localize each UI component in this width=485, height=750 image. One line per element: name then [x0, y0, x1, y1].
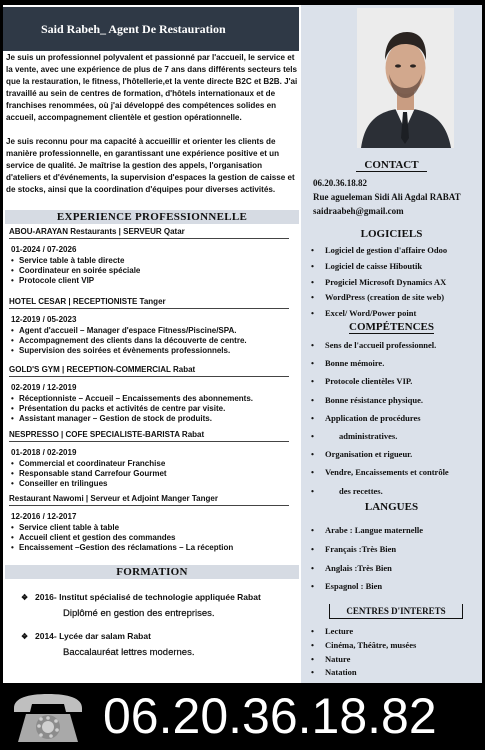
- job-tasks: [9, 394, 299, 424]
- job-entry: [9, 227, 299, 286]
- job-tasks: [9, 326, 299, 356]
- job-tasks: [9, 256, 299, 286]
- profile-summary: [6, 52, 298, 196]
- contact-address: Rue agueleman Sidi Ali Agdal RABAT: [313, 192, 461, 202]
- main-column: [3, 5, 299, 683]
- diamond-bullet-icon: ❖: [21, 632, 29, 641]
- profile-photo: [357, 8, 454, 148]
- job-title: GOLD'S GYM | RECEPTION-COMMERCIAL Rabat: [9, 365, 289, 377]
- job-entry: [9, 430, 299, 489]
- list-item: • Bonne mémoire.: [311, 354, 481, 372]
- job-date: 01-2024 / 07-2026: [11, 245, 77, 254]
- list-item: • Organisation et rigueur.: [311, 445, 481, 463]
- list-item: • Logiciel de caisse Hiboutik: [311, 259, 481, 275]
- list-item: • Nature: [311, 653, 481, 667]
- list-item: • Sens de l'accueil professionnel.: [311, 336, 481, 354]
- job-tasks: [9, 523, 299, 553]
- formation-entry: [21, 631, 299, 658]
- job-title: ABOU-ARAYAN Restaurants | SERVEUR Qatar: [9, 227, 289, 239]
- list-item: • Espagnol : Bien: [311, 577, 481, 596]
- job-entry: [9, 494, 299, 553]
- list-item-continuation: • administratives.: [311, 427, 481, 445]
- list-item: • Progiciel Microsoft Dynamics AX: [311, 275, 481, 291]
- job-task: • Agent d'accueil – Manager d'espace Fitness/Piscine/SPA.: [11, 326, 299, 336]
- job-task: • Supervision des soirées et évènements professionnels.: [11, 346, 299, 356]
- job-task: • Accompagnement des clients dans la découverte de centre.: [11, 336, 299, 346]
- formation-school: 2014- Lycée dar salam Rabat: [35, 631, 151, 641]
- telephone-icon: [8, 690, 88, 746]
- logiciels-list: [311, 243, 481, 322]
- job-task: • Assistant manager – Gestion de stock de produits.: [11, 414, 299, 424]
- job-task: • Protocole client VIP: [11, 276, 299, 286]
- list-item-continuation: • des recettes.: [311, 482, 481, 500]
- job-title: NESPRESSO | COFE SPECIALISTE-BARISTA Rabat: [9, 430, 289, 442]
- formation-section-title: FORMATION: [5, 565, 299, 579]
- contact-section-title: CONTACT: [301, 159, 482, 171]
- list-item: • Application de procédures: [311, 409, 481, 427]
- list-item: • Vendre, Encaissements et contrôle: [311, 463, 481, 481]
- logiciels-section-title: LOGICIELS: [360, 228, 423, 240]
- list-item: • Bonne résistance physique.: [311, 391, 481, 409]
- job-date: 12-2019 / 05-2023: [11, 315, 77, 324]
- job-title: Restaurant Nawomi | Serveur et Adjoint Manger Tanger: [9, 494, 289, 506]
- job-entry: [9, 297, 299, 356]
- competences-list: [311, 336, 481, 500]
- list-item: • WordPress (creation de site web): [311, 290, 481, 306]
- formation-school: 2016- Institut spécialisé de technologie appliquée Rabat: [35, 592, 261, 602]
- job-title: HOTEL CESAR | RECEPTIONISTE Tanger: [9, 297, 289, 309]
- job-task: • Conseiller en trilingues: [11, 479, 299, 489]
- formation-entry: [21, 592, 299, 619]
- profile-paragraph-1: Je suis un professionnel polyvalent et passionné par l'accueil, le service et la vente, avec une expérience de plus de 7 ans dans différents secteurs tels que la restauration, le fitness, l'hôtellerie,et la vente directe B2C et B2B. J'ai travaillé au sein de centres de formation, d'hôtels internationaux et de franchises renommées, où j'ai développé des compétences solides en accueil, accompagnement clientèle et gestion opérationnelle.: [6, 53, 298, 122]
- list-item: • Protocole clientèles VIP.: [311, 372, 481, 390]
- langues-section-title: LANGUES: [364, 501, 419, 513]
- job-tasks: [9, 459, 299, 489]
- list-item: • Français :Très Bien: [311, 540, 481, 559]
- competences-section-title: COMPÉTENCES: [349, 321, 434, 333]
- job-task: • Encaissement –Gestion des réclamations – La réception: [11, 543, 299, 553]
- experience-section-title: EXPERIENCE PROFESSIONNELLE: [5, 210, 299, 224]
- job-task: • Coordinateur en soirée spéciale: [11, 266, 299, 276]
- job-task: • Présentation du packs et activités de centre par visite.: [11, 404, 299, 414]
- job-date: 01-2018 / 02-2019: [11, 448, 77, 457]
- profile-paragraph-2: Je suis reconnu pour ma capacité à accueillir et orienter les clients de manière professionnelle, en garantissant une expérience positive et un service de qualité. Je maîtrise la gestion des appels, l'organisation d'ateliers et d'événements, la supervision d'espaces la gestion de caisse et de stocks, ainsi que la coordination d'équipes pour diverses activités.: [6, 137, 295, 194]
- formation-list: [21, 592, 299, 670]
- phone-banner: [0, 684, 485, 750]
- job-task: • Commercial et coordinateur Franchise: [11, 459, 299, 469]
- job-entry: [9, 365, 299, 424]
- langues-list: [311, 521, 481, 596]
- sidebar: [301, 5, 482, 683]
- job-date: 02-2019 / 12-2019: [11, 383, 77, 392]
- list-item: • Anglais :Très Bien: [311, 559, 481, 578]
- list-item: • Lecture: [311, 625, 481, 639]
- contact-details: [313, 176, 485, 218]
- list-item: • Logiciel de gestion d'affaire Odoo: [311, 243, 481, 259]
- portrait-image: [357, 8, 454, 148]
- interets-section-title: CENTRES D'INTERETS: [329, 604, 463, 619]
- banner-phone-number[interactable]: 06.20.36.18.82: [103, 688, 437, 744]
- job-task: • Responsable stand Carrefour Gourmet: [11, 469, 299, 479]
- formation-diploma: Baccalauréat lettres modernes.: [63, 647, 195, 658]
- list-item: • Arabe : Langue maternelle: [311, 521, 481, 540]
- diamond-bullet-icon: ❖: [21, 593, 29, 602]
- job-date: 12-2016 / 12-2017: [11, 512, 77, 521]
- job-task: • Service client table à table: [11, 523, 299, 533]
- contact-phone: 06.20.36.18.82: [313, 178, 367, 188]
- formation-diploma: Diplômé en gestion des entreprises.: [63, 608, 215, 619]
- candidate-name: Said Rabeh_ Agent De Restauration: [41, 22, 226, 36]
- job-task: • Accueil client et gestion des commandes: [11, 533, 299, 543]
- list-item: • Cinéma, Théâtre, musées: [311, 639, 481, 653]
- list-item: • Natation: [311, 666, 481, 680]
- list-item: • Excel/ Word/Power point: [311, 306, 481, 322]
- contact-email[interactable]: saidraabeh@gmail.com: [313, 206, 404, 216]
- job-task: • Réceptionniste – Accueil – Encaissements des abonnements.: [11, 394, 299, 404]
- interets-list: [311, 625, 481, 680]
- cv-sheet: [3, 5, 482, 683]
- name-header: [3, 7, 299, 51]
- job-task: • Service table à table directe: [11, 256, 299, 266]
